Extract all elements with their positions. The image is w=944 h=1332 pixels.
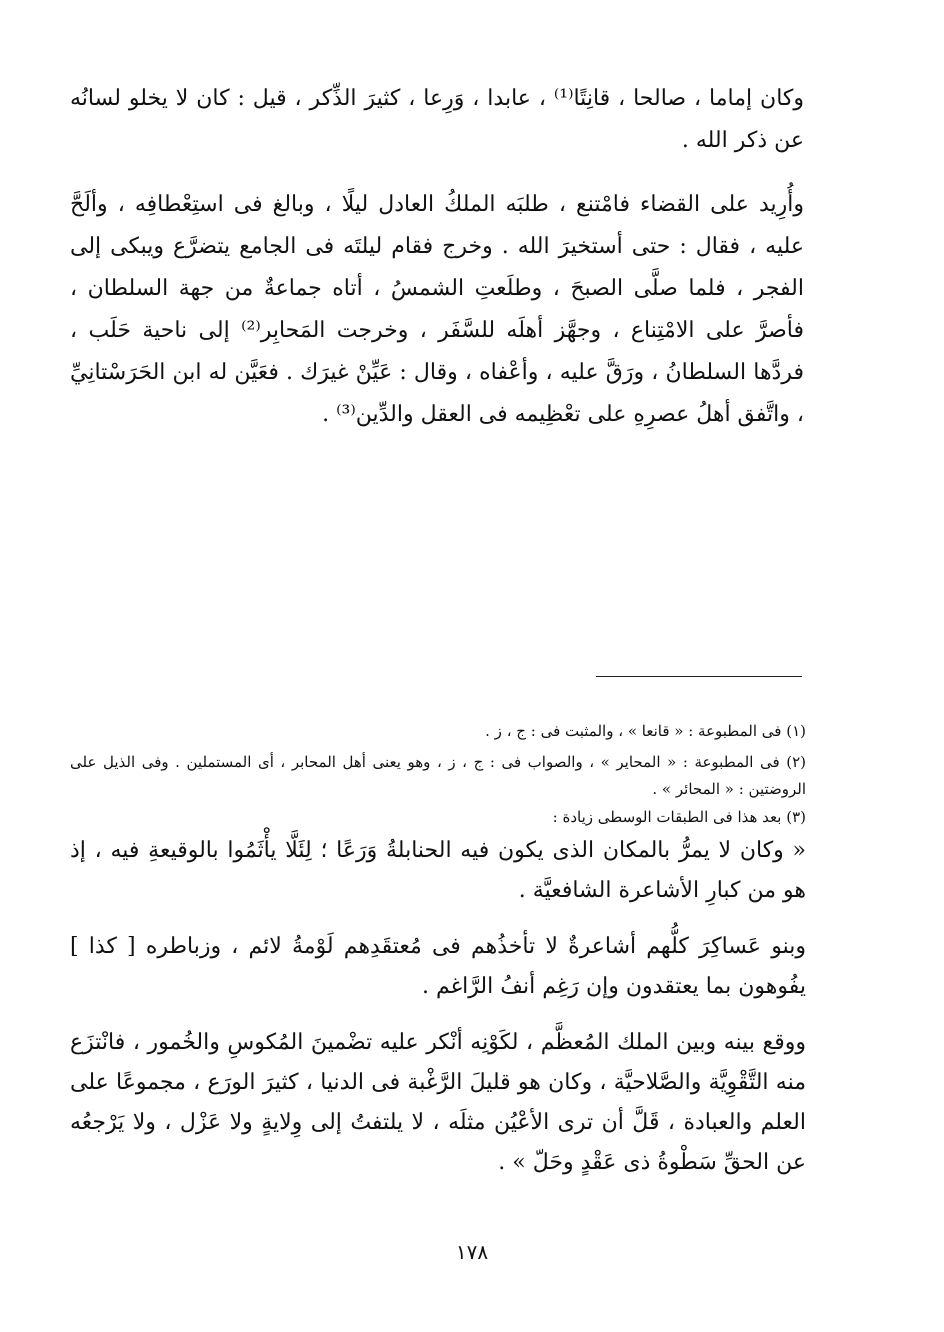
footnote-3-heading: (٣) بعد هذا فى الطبقات الوسطى زيادة : (552, 808, 806, 826)
main-text (70, 78, 804, 458)
footnote-1: (١) فى المطبوعة : « قانعا » ، والمثبت فى : ج ، ز . (485, 722, 806, 740)
page-number: ١٧٨ (455, 1240, 489, 1264)
footnotes (70, 718, 806, 1199)
main-paragraph-1: وكان إماما ، صالحا ، قانِتًا⁽¹⁾ ، عابدا ، وَرِعا ، كثيرَ الذِّكر ، قيل : كان لا يخلو لسانُه عن ذكر الله . (70, 86, 804, 153)
footnote-3-paragraph-3: ووقع بينه وبين الملك المُعظَّم ، لكَوْنِه أنْكر عليه تضْمينَ المُكوسِ والخُمور ، فانْتزَع منه التَّقْوِيَّة والصَّلاحيَّة ، وكان هو قليلَ الرَّغْبة فى الدنيا ، كثيرَ الورَع ، مجموعًا على العلم والعبادة ، قَلَّ أن ترى الأعْيُن مثلَه ، لا يلتفتُ إلى وِلايةٍ ولا عَزْل ، ولا يَرْجعُه عن الحقِّ سَطْوةُ ذى عَقْدٍ وحَلّ » . (70, 1030, 806, 1175)
footnote-3-quote (70, 831, 806, 1183)
footnote-2: (٢) فى المطبوعة : « المحاير » ، والصواب فى : ج ، ز ، وهو يعنى أهل المحابر ، أى المستملين . وفى الذيل على الروضتين : « المحائر » . (70, 753, 806, 798)
footnote-3-paragraph-1: « وكان لا يمرُّ بالمكان الذى يكون فيه الحنابلةُ وَرَعًا ؛ لِئَلَّا يأْثَمُوا بالوقيعةِ فيه ، إذ هو من كبارِ الأشاعرة الشافعيَّة . (70, 838, 806, 903)
main-paragraph-2: وأُرِيد على القضاء فامْتنع ، طلبَه الملكُ العادل ليلًا ، وبالغ فى استِعْطافِه ، وألَحَّ عليه ، فقال : حتى أستخيرَ الله . وخرج فقام ليلتَه فى الجامع يتضرَّع ويبكى إلى الفجر ، فلما صلَّى الصبحَ ، وطلَعتِ الشمسُ ، أتاه جماعةٌ من جهة السلطان ، فأصرَّ على الامْتِناع ، وجهَّز أهلَه للسَّفَر ، وخرجت المَحابِر⁽²⁾ إلى ناحية حَلَب ، فردَّها السلطانُ ، ورَقَّ عليه ، وأعْفاه ، وقال : عَيِّنْ غيرَك . فعَيَّن له ابن الحَرَسْتانِيِّ ، واتَّفق أهلُ عصرِهِ على تعْظِيمه فى العقل والدِّين⁽³⁾ . (70, 192, 804, 427)
footnote-3-paragraph-2: وبنو عَساكِرَ كلُّهم أشاعرةٌ لا تأخذُهم فى مُعتقَدِهم لَوْمةُ لائم ، وزباطره [ كذا ] يفُوهون بما يعتقدون وإن رَغِم أنفُ الرَّاغم . (70, 934, 806, 999)
footnote-separator (596, 676, 802, 677)
